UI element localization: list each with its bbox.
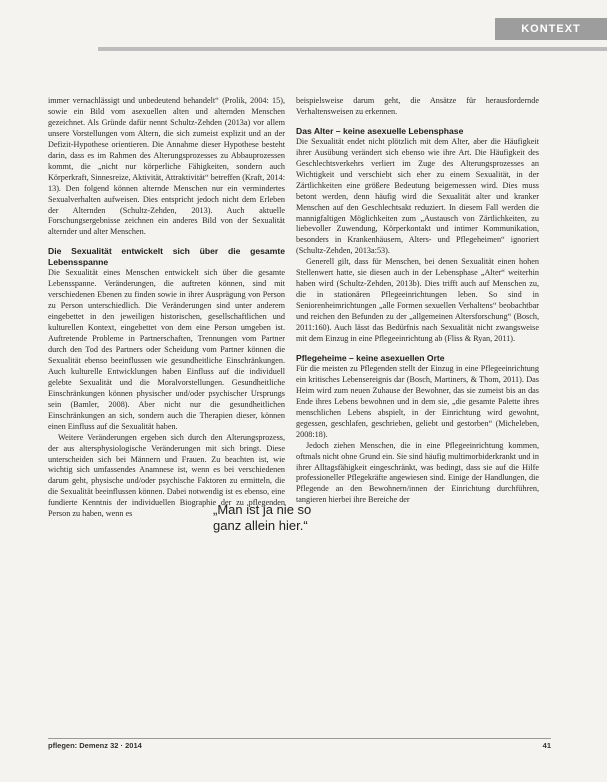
section-heading: Pflegeheime – keine asexuellen Orte (296, 352, 445, 363)
pull-quote: „Man ist ja nie so ganz allein hier.“ (213, 502, 312, 533)
body-paragraph: immer vernachlässigt und unbedeutend behandelt“ (Prolik, 2004: 15), sowie ein Bild vom asexuellen alten und alternden Menschen gezeichnet. Als Gründe dafür nennt Schultz-Zehden (2013a) vor allem unsere Vorstellungen vom Altern, die sich zumeist explizit und an der Defizit-Hypothese orientieren. Die Annahme dieser Hypothese besteht darin, dass es im Rahmen des Alterungsprozesses zu Abbauprozessen kommt, die „nicht nur körperliche Fähigkeiten, sondern auch Körperkraft, Sinnesreize, Aktivität, Attraktivität“ betreffen (Kraft, 2014: 13). Den folgend können alternde Menschen nur ein vermindertes Sexualverhalten aufweisen. Dies entspricht jedoch nicht dem Erleben der Alternden (Schultz-Zehden, 2013). Auch aktuelle Forschungsergebnisse zeichnen ein anderes Bild von der Sexualität alternder und alter Menschen. (48, 96, 285, 237)
body-paragraph: beispielsweise darum geht, die Ansätze für herausfordernde Verhaltensweisen zu erkennen. (296, 96, 539, 116)
body-paragraph: Generell gilt, dass für Menschen, bei denen Sexualität einen hohen Stellenwert hatte, sie diesen auch in der Lebensphase „Alter“ weiterhin haben wird (Schultz-Zehden, 2013b). Dies trifft auch auf Menschen zu, die in stationären Pflegeeinrichtungen leben. So sind in Seniorenheimrichtungen „alle Formen sexuellen Verhaltens“ beobachtbar und reichen den Befunden zu der „allgemeinen Altersforschung“ (Bosch, 2011:160). Auch lässt das Bedürfnis nach Sexualität nicht zwangsweise mit dem Einzug in eine Pflegeeinrichtung ab (Fliss & Ryan, 2011). (296, 257, 539, 344)
body-paragraph: Weitere Veränderungen ergeben sich durch den Alterungsprozess, der aus altersphysiologische Veränderungen mit sich bringt. Diese unterscheiden sich bei Männern und Frauen. Zu beachten ist, wie wichtig sich umfassendes Anamnese ist, wenn es bei verschiedenen darum geht, physische und/oder psychische Faktoren zu ermitteln, die die Sexualität beeinflussen können. Dabei notwendig ist es ebenso, eine fundierte Kenntnis der individuellen Biographie der zu pflegenden Person zu haben, wenn es (48, 432, 285, 519)
body-paragraph: Jedoch ziehen Menschen, die in eine Pflegeeinrichtung kommen, oftmals nicht ohne Grund ein. Sie sind häufig multimorbiderkrankt und in ihrer Alltagsfähigkeit eingeschränkt, was bedingt, dass sie auf die Hilfe professioneller Pflegekräfte angewiesen sind. Einige der Handlungen, die Pflegende an den Bewohnern/innen der Einrichtung durchführen, tangieren hierbei ihre Bereiche der (296, 440, 539, 505)
footer-rule (48, 738, 551, 739)
section-tab: KONTEXT (495, 18, 607, 40)
right-column (296, 96, 539, 506)
body-paragraph: Die Sexualität endet nicht plötzlich mit dem Alter, aber die Häufigkeit ihrer Ausübung verändert sich ebenso wie ihre Art. Die Häufigkeit des Geschlechtsverkehrs verliert im Zuge des Alterungsprozesses an Wichtigkeit und verschiebt sich eher zu einem Sexualität, in der Zärtlichkeiten eine größere Bedeutung beigemessen wird. Dies muss betont werden, denn häufig wird die Sexualität alter und kranker Menschen auf den Geschlechtsakt reduziert. In diesem Fall werden die mannigfaltigen Möglichkeiten zum „Austausch von Zärtlichkeiten, zu liebevoller Zuwendung, Körperkontakt und intimer Kommunikation, besonders in Krankenhäusern, Alters- und Pflegeheimen“ ignoriert (Schultz-Zehden, 2013a:53). (296, 136, 539, 256)
section-heading: Die Sexualität entwickelt sich über die gesamte Lebensspanne (48, 246, 285, 268)
section-heading: Das Alter – keine asexuelle Lebensphase (296, 125, 464, 136)
header-rule (98, 47, 607, 51)
left-column (48, 96, 285, 520)
body-paragraph: Für die meisten zu Pflegenden stellt der Einzug in eine Pflegeeinrichtung ein kritisches Lebensereignis dar (Bosch, Martiners, & Thom, 2011). Das Heim wird zum neuen Zuhause der Bewohner, das sie zumeist bis an das Ende ihres Lebens bewohnen und in dem sie, „die gesamte Palette ihres menschlichen Lebens abspielt, in der Einrichtung wird gewohnt, gegessen, geschlafen, geschrieben, geliebt und gestorben“ (Micheleben, 2008:18). (296, 363, 539, 439)
page-number: 41 (542, 741, 551, 750)
footer-publication: pflegen: Demenz 32 · 2014 (48, 741, 142, 750)
body-paragraph: Die Sexualität eines Menschen entwickelt sich über die gesamte Lebensspanne. Veränderungen, die auftreten können, sind mit verschiedenen Ebenen zu finden sowie in ihrer Ausprägung von Person zu Person unterschiedlich. Die Veränderungen sind unter anderem eingebettet in den jeweiligen historischen, gesellschaftlichen und kulturellen Kontext, eingebettet von dem eine Person umgeben ist. Auftretende Probleme in Partnerschaften, Trennungen vom Partner durch den Tod des Partners oder Scheidung vom Partner können die Sexualität ebenso beeinflussen wie gesundheitliche Einschränkungen. Auch kulturelle Entwicklungen haben Einfluss auf die individuell gelebte Sexualität und die Moralvorstellungen. Gesundheitliche Einschränkungen können physischer und/oder psychischer Ursprungs sein (Bamler, 2008). Aber nicht nur die gesundheitlichen Einschränkungen an sich, sondern auch die Therapien dieser, können einen Einfluss auf die Sexualität haben. (48, 268, 285, 431)
